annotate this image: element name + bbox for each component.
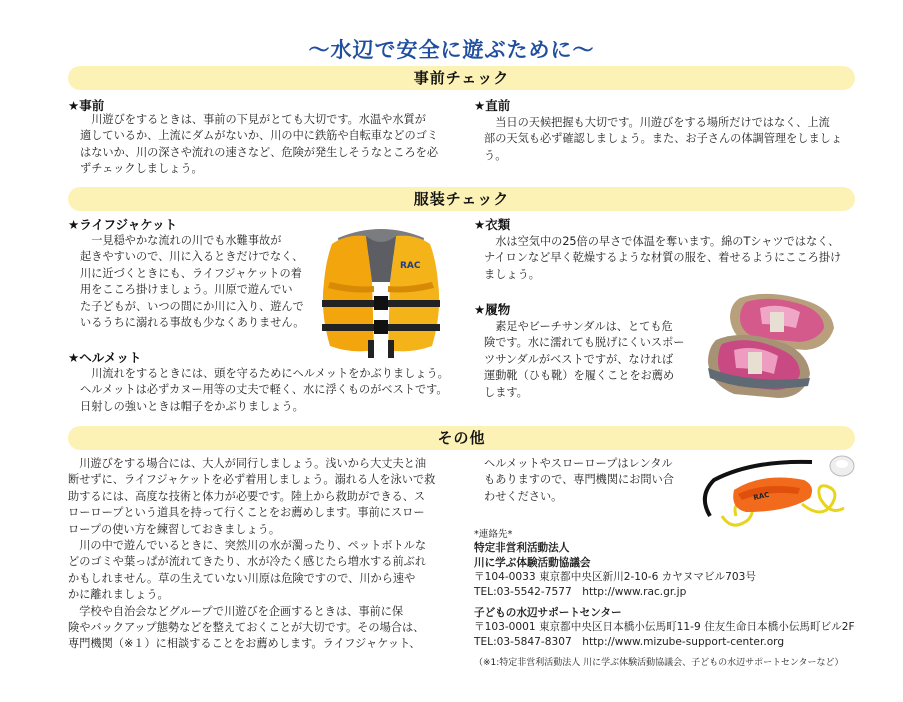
svg-text:RAC: RAC	[752, 490, 771, 502]
text-other-right: ヘルメットやスローロープはレンタル もありますので、専門機関にお問い合 わせください。	[484, 457, 674, 503]
text-jizen: 川遊びをするときは、事前の下見がとても大切です。水温や水質が 適しているか、上流にダムがないか、川の中に鉄筋や自転車などのゴミ はないか、川の深さや流れの速さなど、危険が発生しそうなところを必 ずチェックしましょう。	[80, 113, 439, 176]
heading-helmet: ★ヘルメット	[68, 350, 142, 365]
org1-name: 特定非営利活動法人 川に学ぶ体験活動協議会	[474, 542, 591, 569]
heading-clothes: ★衣類	[474, 217, 511, 232]
text-life-jacket: 一見穏やかな流れの川でも水難事故が 起きやすいので、川に入るときだけでなく、 川に近づくときにも、ライフジャケットの着 用をこころ掛けましょう。川原で遊んでい た子どもが、いつの間にか川に入り、遊んで いるうちに溺れる事故も少なくありません。	[80, 234, 305, 330]
sandals-image	[700, 288, 850, 406]
heading-life-jacket: ★ライフジャケット	[68, 217, 178, 232]
text-clothes: 水は空気中の25倍の早さで体温を奪います。綿のTシャツではなく、 ナイロンなど早く乾燥するような材質の服を、着せるようにこころ掛け ましょう。	[484, 235, 842, 281]
org2-detail: 〒103-0001 東京都中央区日本橋小伝馬町11-9 住友生命日本橋小伝馬町ビル2F TEL:03-5847-8307 http://www.mizube-support-center.org	[474, 621, 855, 648]
text-helmet: 川流れをするときには、頭を守るためにヘルメットをかぶりましょう。 ヘルメットは必ずカヌー用等の丈夫で軽く、水に浮くものがベストです。 日射しの強いときは帽子をかぶりましょう。	[80, 367, 449, 413]
text-shoes: 素足やビーチサンダルは、とても危 険です。水に濡れても脱げにくいスポー ツサンダルがベストですが、なければ 運動靴（ひも靴）を履くことをお薦め します。	[484, 320, 685, 399]
org2-name: 子どもの水辺サポートセンター	[474, 607, 622, 619]
life-jacket-image	[316, 222, 446, 360]
throw-rope-image	[692, 446, 867, 538]
org1-detail: 〒104-0033 東京都中央区新川2-10-6 カヤヌマビル703号 TEL:03-5542-7577 http://www.rac.gr.jp	[474, 571, 756, 598]
svg-text:RAC: RAC	[400, 261, 421, 271]
footnote: （※1:特定非営利活動法人 川に学ぶ体験活動協議会、子どもの水辺サポートセンターなど）	[474, 658, 844, 668]
section-band-other: その他	[68, 426, 855, 450]
contact-label: *連絡先*	[474, 529, 513, 540]
text-other-left: 川遊びをする場合には、大人が同行しましょう。浅いから大丈夫と油 断せずに、ライフジャケットを必ず着用しましょう。溺れる人を泳いで救 助するには、高度な技術と体力が必要です。陸上から救助ができる、ス ローロープという道具を持って行くことをお薦めします。事前にスロー ロープの使い方を練習しておきましょう。 川の中で遊んでいるときに、突然川の水が濁ったり、ペットボトルな どのゴミや葉っぱが流れてきたり、水が冷たく感じたら増水する前ぶれ かもしれません。草の生えていない川原は危険ですので、川から速や かに離れましょう。 学校や自治会などグループで川遊びを企画するときは、事前に保 険やバックアップ態勢などを整えておくことが大切です。その場合は、 専門機関（※１）に相談することをお薦めします。ライフジャケット、	[68, 457, 436, 651]
section-band-clothing-check: 服装チェック	[68, 187, 855, 211]
section-band-pre-check: 事前チェック	[68, 66, 855, 90]
heading-shoes: ★履物	[474, 302, 511, 317]
heading-jizen: ★事前	[68, 98, 105, 113]
heading-chokuzen: ★直前	[474, 98, 511, 113]
page-title: 〜水辺で安全に遊ぶために〜	[308, 38, 595, 62]
text-chokuzen: 当日の天候把握も大切です。川遊びをする場所だけではなく、上流 部の天気も必ず確認しましょう。また、お子さんの体調管理をしましょう。	[484, 116, 843, 162]
